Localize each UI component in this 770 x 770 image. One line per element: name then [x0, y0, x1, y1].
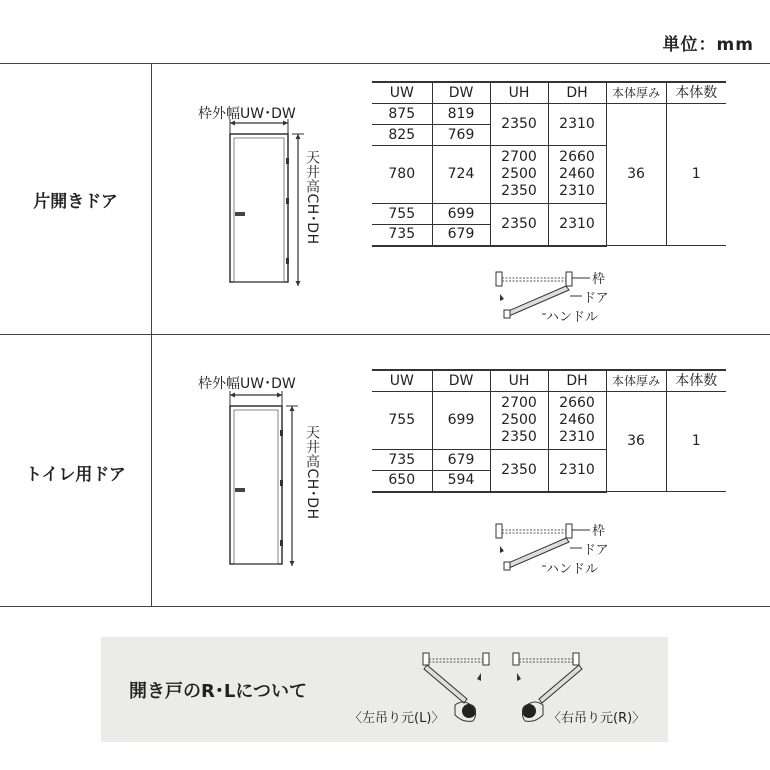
cell-uw: 650 — [372, 471, 432, 492]
cell-dw: 724 — [432, 146, 490, 204]
divider-vertical — [151, 63, 152, 606]
door-elevation-drawing — [220, 118, 320, 288]
door-label: ドア — [583, 291, 609, 306]
cell-dw: 699 — [432, 204, 490, 225]
height-label: 天井高CH･DH — [304, 150, 320, 245]
cell-uh: 2350 — [490, 104, 548, 146]
divider-middle — [0, 334, 770, 335]
right-hinge-label: 〈右吊り元(R)〉 — [548, 711, 646, 726]
cell-uh: 2700 2500 2350 — [490, 146, 548, 204]
cell-dw: 594 — [432, 471, 490, 492]
height-label: 天井高CH･DH — [304, 425, 320, 520]
spec-table-toilet-door — [372, 369, 726, 493]
col-header-uw: UW — [372, 370, 432, 392]
row-label-single-door: 片開きドア — [33, 192, 118, 212]
cell-thickness: 36 — [606, 392, 666, 492]
cell-uw: 755 — [372, 204, 432, 225]
width-label: 枠外幅UW･DW — [198, 376, 296, 392]
frame-label: 枠 — [592, 272, 606, 287]
cell-uw: 780 — [372, 146, 432, 204]
cell-dh: 2660 2460 2310 — [548, 146, 606, 204]
row-label-toilet-door: トイレ用ドア — [25, 465, 126, 485]
col-header-thickness: 本体厚み — [606, 370, 666, 392]
cell-dh: 2310 — [548, 450, 606, 492]
table-row — [372, 104, 726, 125]
cell-thickness: 36 — [606, 104, 666, 246]
col-header-uw: UW — [372, 82, 432, 104]
col-header-dh: DH — [548, 82, 606, 104]
unit-label: 単位：mm — [662, 35, 754, 55]
rl-info-box — [101, 637, 668, 742]
cell-dh: 2310 — [548, 204, 606, 246]
rl-title: 開き戸のR･Lについて — [129, 681, 307, 702]
cell-uw: 735 — [372, 450, 432, 471]
cell-uh: 2700 2500 2350 — [490, 392, 548, 450]
col-header-uh: UH — [490, 370, 548, 392]
cell-dh: 2310 — [548, 104, 606, 146]
col-header-thickness: 本体厚み — [606, 82, 666, 104]
cell-dw: 769 — [432, 125, 490, 146]
col-header-dh: DH — [548, 370, 606, 392]
cell-dw: 819 — [432, 104, 490, 125]
cell-count: 1 — [666, 392, 726, 492]
cell-uw: 735 — [372, 225, 432, 246]
spec-table-single-door — [372, 81, 726, 247]
cell-uw: 825 — [372, 125, 432, 146]
table-row — [372, 392, 726, 450]
door-label: ドア — [583, 543, 609, 558]
col-header-count: 本体数 — [666, 82, 726, 104]
cell-dw: 679 — [432, 450, 490, 471]
handle-label: ハンドル — [546, 310, 599, 325]
cell-dh: 2660 2460 2310 — [548, 392, 606, 450]
cell-uh: 2350 — [490, 204, 548, 246]
col-header-dw: DW — [432, 370, 490, 392]
cell-count: 1 — [666, 104, 726, 246]
col-header-uh: UH — [490, 82, 548, 104]
cell-dw: 679 — [432, 225, 490, 246]
divider-top — [0, 63, 770, 64]
cell-dw: 699 — [432, 392, 490, 450]
cell-uw: 875 — [372, 104, 432, 125]
handle-label: ハンドル — [546, 562, 599, 577]
left-hinge-label: 〈左吊り元(L)〉 — [349, 711, 445, 726]
col-header-count: 本体数 — [666, 370, 726, 392]
cell-uh: 2350 — [490, 450, 548, 492]
frame-label: 枠 — [592, 524, 606, 539]
col-header-dw: DW — [432, 82, 490, 104]
cell-uw: 755 — [372, 392, 432, 450]
width-label: 枠外幅UW･DW — [198, 106, 296, 122]
divider-bottom — [0, 606, 770, 607]
door-elevation-drawing — [220, 390, 320, 570]
